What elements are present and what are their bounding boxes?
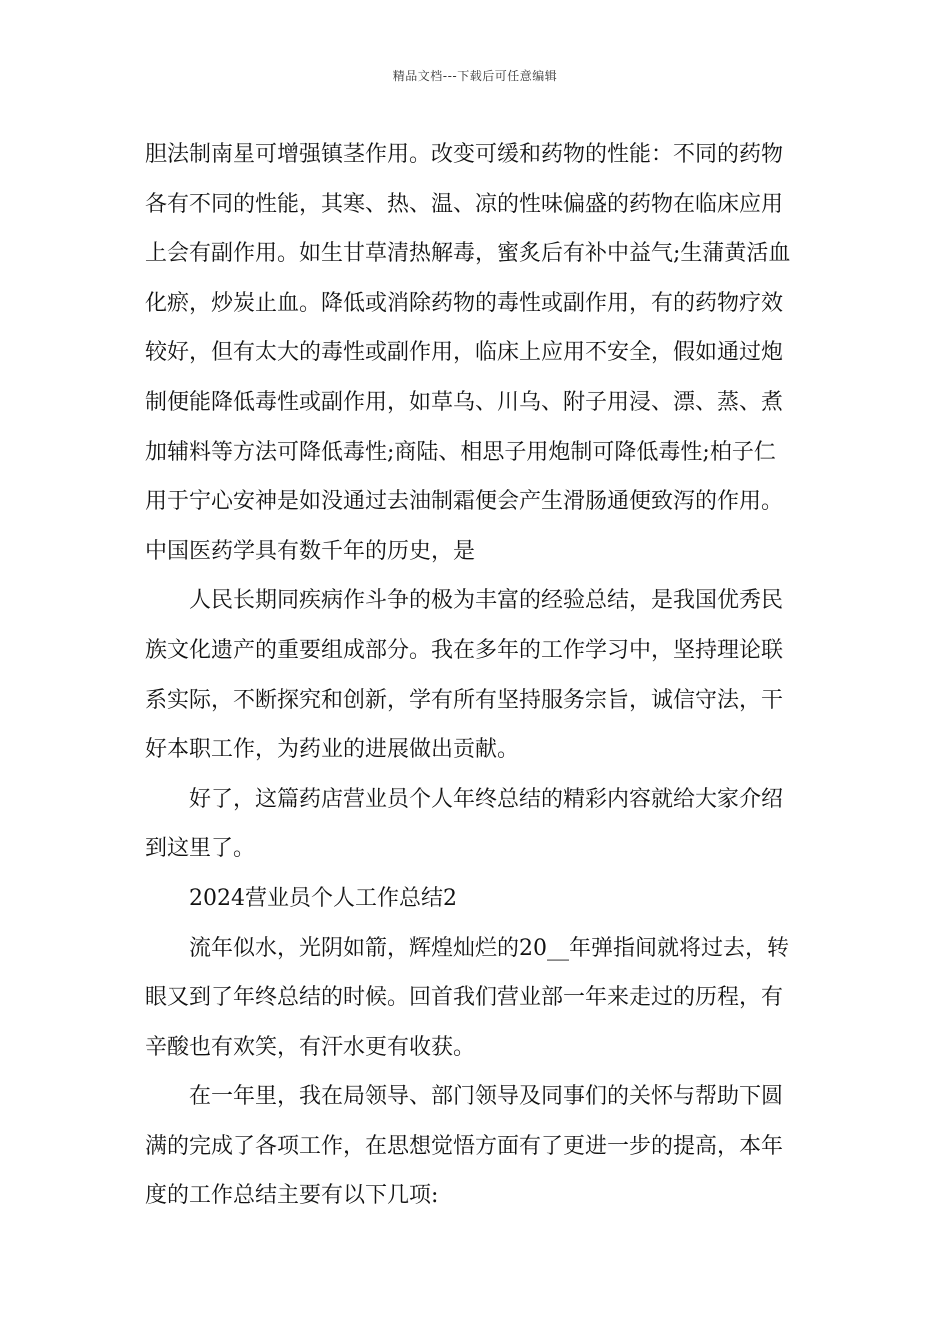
text-line: 度的工作总结主要有以下几项:: [145, 1183, 439, 1209]
page-header: 精品文档---下载后可任意编辑: [392, 69, 558, 83]
text-line: 辛酸也有欢笑，有汗水更有收获。: [145, 1034, 476, 1060]
section-heading: 2024营业员个人工作总结2: [189, 885, 457, 911]
paragraph-first-line: 在一年里，我在局领导、部门领导及同事们的关怀与帮助下圆: [189, 1084, 784, 1110]
paragraph-first-line: 流年似水，光阴如箭，辉煌灿烂的20__年弹指间就将过去，转: [189, 935, 789, 961]
paragraph-first-line: 人民长期同疾病作斗争的极为丰富的经验总结，是我国优秀民: [189, 588, 784, 614]
text-line: 中国医药学具有数千年的历史，是: [145, 538, 476, 564]
text-line: 系实际，不断探究和创新，学有所有坚持服务宗旨，诚信守法，干: [145, 687, 784, 713]
text-line: 好本职工作，为药业的进展做出贡献。: [145, 737, 520, 763]
text-line: 加辅料等方法可降低毒性;商陆、相思子用炮制可降低毒性;柏子仁: [145, 439, 776, 465]
text-line: 到这里了。: [145, 836, 256, 862]
text-line: 族文化遗产的重要组成部分。我在多年的工作学习中，坚持理论联: [145, 637, 784, 663]
text-line: 上会有副作用。如生甘草清热解毒，蜜炙后有补中益气;生蒲黄活血: [145, 241, 791, 267]
text-line: 用于宁心安神是如没通过去油制霜便会产生滑肠通便致泻的作用。: [145, 489, 784, 515]
text-line: 眼又到了年终总结的时候。回首我们营业部一年来走过的历程，有: [145, 985, 784, 1011]
text-line: 满的完成了各项工作，在思想觉悟方面有了更进一步的提高，本年: [145, 1133, 784, 1159]
text-line: 较好，但有太大的毒性或副作用，临床上应用不安全，假如通过炮: [145, 340, 784, 366]
text-line: 各有不同的性能，其寒、热、温、凉的性味偏盛的药物在临床应用: [145, 191, 784, 217]
paragraph-first-line: 好了，这篇药店营业员个人年终总结的精彩内容就给大家介绍: [189, 786, 784, 812]
document-body: [145, 130, 810, 1221]
text-line: 胆法制南星可增强镇茎作用。改变可缓和药物的性能：不同的药物: [145, 142, 784, 167]
text-line: 化瘀，炒炭止血。降低或消除药物的毒性或副作用，有的药物疗效: [145, 290, 784, 316]
text-line: 制便能降低毒性或副作用，如草乌、川乌、附子用浸、漂、蒸、煮: [145, 389, 784, 415]
